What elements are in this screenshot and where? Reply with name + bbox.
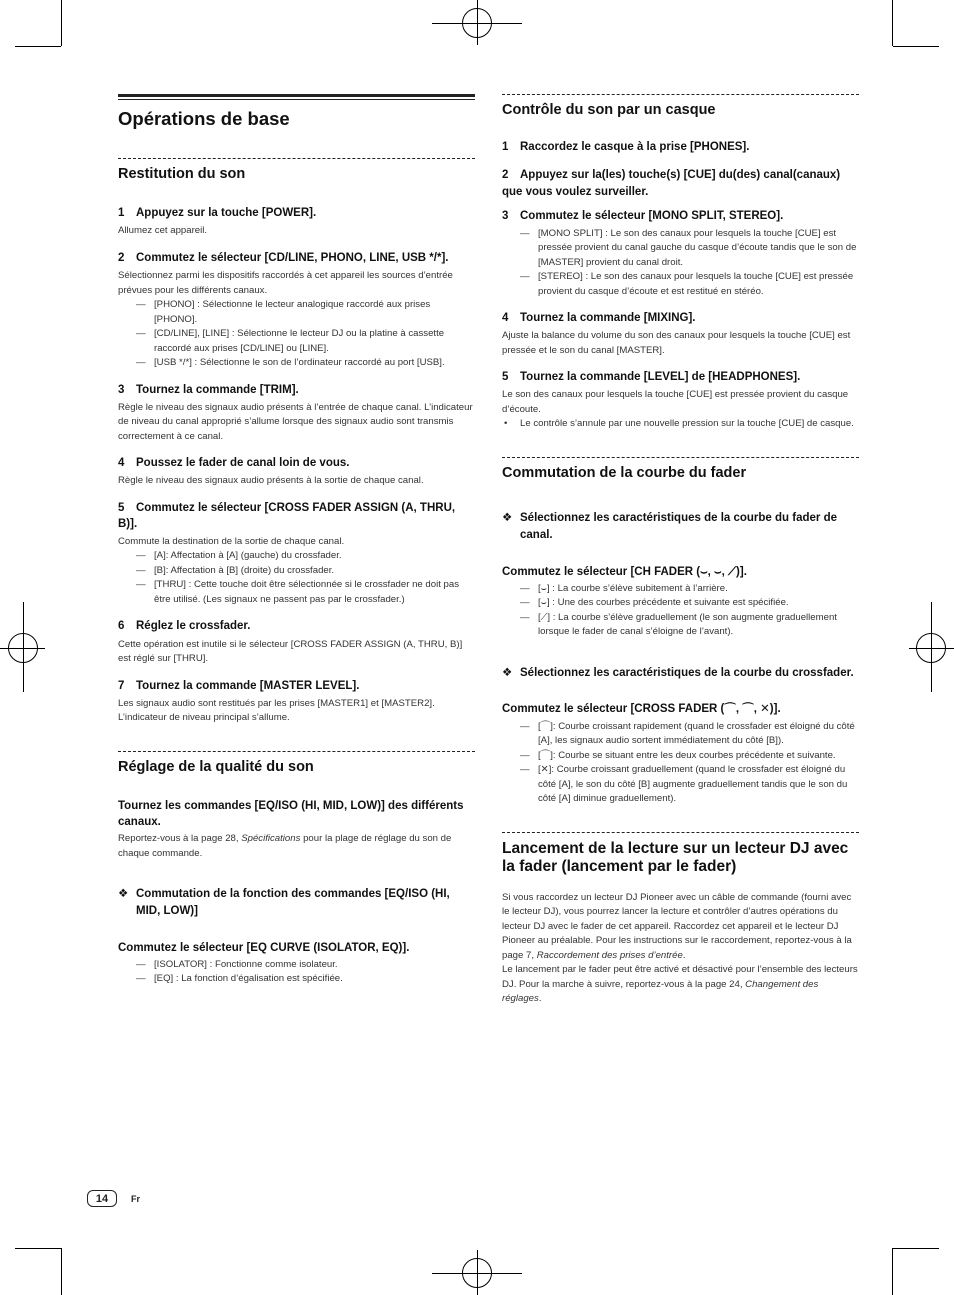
section-divider	[118, 158, 475, 159]
ch-fader-step: Commutez le sélecteur [CH FADER (⌣, ⌣, ⟋)].	[502, 565, 747, 578]
lancement-paragraph-1: Si vous raccordez un lecteur DJ Pioneer avec un câble de commande (fourni avec le lecteur DJ), vous pourrez lancer la lecture et contrôler d’autres opérations du lecteur DJ avec le fader de cet appareil. Raccordez cet appareil et le lecteur DJ Pioneer au préalable. Pour les instructions sur le raccordement, reportez-vous à la page 7, Raccordement des prises d’entrée.	[502, 891, 852, 961]
step-7-desc: Les signaux audio sont restitués par les prises [MASTER1] et [MASTER2].	[118, 697, 435, 709]
step-5-desc: Le son des canaux pour lesquels la touche [CUE] est pressée provient du casque d’écoute.	[502, 389, 849, 415]
step-6-desc: Cette opération est inutile si le sélecteur [CROSS FADER ASSIGN (A, THRU, B)] est réglé sur [THRU].	[118, 638, 463, 665]
crop-mark	[892, 0, 893, 46]
section-heading-courbe: Commutation de la courbe du fader	[502, 464, 747, 481]
section-heading-lancement: Lancement de la lecture sur un lecteur DJ avec la fader (lancement par le fader)	[502, 839, 849, 876]
step-7-desc-2: L’indicateur de niveau principal s’allume.	[118, 712, 290, 724]
eq-curve-list	[118, 958, 475, 987]
ch-fader-list	[502, 582, 859, 640]
step-2-desc: Sélectionnez parmi les dispositifs raccordés à cet appareil les sources d’entrée prévues pour les différents canaux.	[118, 270, 453, 296]
crop-mark	[15, 46, 61, 47]
title-rule	[118, 94, 475, 97]
eq-curve-step: Commutez le sélecteur [EQ CURVE (ISOLATOR, EQ)].	[118, 941, 410, 954]
step-3: 3 Commutez le sélecteur [MONO SPLIT, STEREO].	[502, 209, 784, 222]
step-6: 6 Réglez le crossfader.	[118, 620, 251, 633]
list-item: — [A]: Affectation à [A] (gauche) du crossfader.	[136, 550, 342, 562]
registration-line	[23, 602, 24, 692]
step-2-list	[118, 298, 475, 371]
list-item: — [CD/LINE], [LINE] : Sélectionne le lecteur DJ ou la platine à cassette raccordé aux prises [CD/LINE] ou [LINE].	[136, 328, 445, 354]
list-item: — [✕]: Courbe croissant graduellement (quand le crossfader est éloigné du côté [A], le son du côté [B] augmente graduellement tandis que le son du côté [A] diminue graduellement).	[520, 764, 848, 805]
eq-step: Tournez les commandes [EQ/ISO (HI, MID, LOW)] des différents canaux.	[118, 800, 464, 829]
step-3: 3 Tournez la commande [TRIM].	[118, 383, 299, 396]
list-item: — [⌒]: Courbe se situant entre les deux courbes précédente et suivante.	[520, 749, 836, 761]
step-4-desc: Règle le niveau des signaux audio présents à la sortie de chaque canal.	[118, 475, 424, 487]
section-divider	[502, 832, 859, 833]
section-heading-qualite: Réglage de la qualité du son	[118, 758, 314, 775]
left-column	[118, 94, 475, 998]
registration-line	[477, 1250, 478, 1295]
list-item: — [B]: Affectation à [B] (droite) du crossfader.	[136, 564, 335, 576]
step-4-desc: Ajuste la balance du volume du son des canaux pour lesquels la touche [CUE] est pressée et le son du canal [MASTER].	[502, 330, 851, 356]
list-item: — [ISOLATOR] : Fonctionne comme isolateur.	[136, 958, 338, 970]
title-rule-thin	[118, 99, 475, 100]
step-2: 2 Commutez le sélecteur [CD/LINE, PHONO, LINE, USB */*].	[118, 251, 449, 264]
step-3-list	[502, 227, 859, 300]
subheading-eq-function: ❖ Commutation de la fonction des commandes [EQ/ISO (HI, MID, LOW)]	[118, 888, 450, 917]
subheading-crossfader: ❖ Sélectionnez les caractéristiques de la courbe du crossfader.	[502, 665, 859, 682]
diamond-icon: ❖	[502, 512, 513, 525]
page-number: 14	[87, 1190, 117, 1207]
step-4: 4 Tournez la commande [MIXING].	[502, 312, 696, 325]
step-4: 4 Poussez le fader de canal loin de vous.	[118, 457, 350, 470]
lancement-paragraph-2: Le lancement par le fader peut être activé et désactivé pour l’ensemble des lecteurs DJ. Pour la marche à suivre, reportez-vous à la page 24, Changement des réglages.	[502, 964, 858, 1005]
registration-line	[477, 0, 478, 45]
crop-mark	[61, 0, 62, 46]
step-2: 2 Appuyez sur la(les) touche(s) [CUE] du(des) canal(canaux) que vous voulez surveiller.	[502, 169, 841, 198]
list-item: — [THRU] : Cette touche doit être sélectionnée si le crossfader ne doit pas être utilisé. (Les signaux ne passent pas par le crossfader.)	[136, 579, 460, 605]
step-1-desc: Allumez cet appareil.	[118, 225, 208, 237]
step-5: 5 Commutez le sélecteur [CROSS FADER ASSIGN (A, THRU, B)].	[118, 501, 456, 530]
list-item: — [EQ] : La fonction d’égalisation est spécifiée.	[136, 973, 343, 985]
step-1: 1 Raccordez le casque à la prise [PHONES].	[502, 141, 750, 154]
crop-mark	[61, 1248, 62, 1295]
step-5-desc: Commute la destination de la sortie de chaque canal.	[118, 535, 345, 547]
diamond-icon: ❖	[118, 888, 129, 901]
crop-mark	[893, 1248, 939, 1249]
list-item: — [MONO SPLIT] : Le son des canaux pour lesquels la touche [CUE] est pressée provient du canal gauche du casque d’écoute tandis que le son de [MASTER] provient du canal droit.	[520, 227, 857, 268]
crop-mark	[892, 1248, 893, 1295]
step-3-desc: Règle le niveau des signaux audio présents à l’entrée de chaque canal. L’indicateur de niveau du canal approprié s’allume lorsque des signaux audio sont transmis correctement à ce canal.	[118, 401, 473, 442]
list-item: — [⌣] : Une des courbes précédente et suivante est spécifiée.	[520, 597, 789, 609]
section-heading-casque: Contrôle du son par un casque	[502, 102, 716, 118]
list-item: • Le contrôle s’annule par une nouvelle pression sur la touche [CUE] de casque.	[504, 418, 854, 430]
list-item: — [⌣] : La courbe s’élève subitement à l’arrière.	[520, 582, 728, 594]
page-title: Opérations de base	[118, 108, 290, 129]
language-code: Fr	[131, 1194, 140, 1204]
section-divider	[502, 94, 859, 95]
registration-line	[931, 602, 932, 692]
eq-step-desc: Reportez-vous à la page 28, Spécifications pour la plage de réglage du son de chaque commande.	[118, 833, 452, 859]
section-heading-restitution: Restitution du son	[118, 166, 246, 182]
section-divider	[118, 751, 475, 752]
crop-mark	[893, 46, 939, 47]
subheading-ch-fader: ❖ Sélectionnez les caractéristiques de la courbe du fader de canal.	[502, 512, 838, 542]
step-7: 7 Tournez la commande [MASTER LEVEL].	[118, 679, 360, 692]
crossfader-step: Commutez le sélecteur [CROSS FADER (⌒, ⌒, ✕)].	[502, 703, 781, 716]
list-item: — [⌒]: Courbe croissant rapidement (quand le crossfader est éloigné du côté [A], les signaux audio sortent immédiatement du côté [B]).	[520, 720, 855, 747]
step-5-notes	[502, 417, 859, 432]
list-item: — [⟋] : La courbe s’élève graduellement (le son augmente graduellement lorsque le fader de canal s’éloigne de l’avant).	[520, 611, 837, 638]
crop-mark	[15, 1248, 61, 1249]
step-1: 1 Appuyez sur la touche [POWER].	[118, 207, 317, 220]
list-item: — [USB */*] : Sélectionne le son de l’ordinateur raccordé au port [USB].	[136, 357, 445, 369]
diamond-icon: ❖	[502, 666, 513, 679]
list-item: — [STEREO] : Le son des canaux pour lesquels la touche [CUE] est pressée provient du casque d’écoute et est restitué en stéréo.	[520, 271, 854, 297]
section-divider	[502, 457, 859, 458]
list-item: — [PHONO] : Sélectionne le lecteur analogique raccordé aux prises [PHONO].	[136, 299, 431, 325]
step-5-list	[118, 549, 475, 607]
crossfader-list	[502, 720, 859, 807]
right-column	[502, 94, 859, 1018]
step-5: 5 Tournez la commande [LEVEL] de [HEADPHONES].	[502, 371, 801, 384]
